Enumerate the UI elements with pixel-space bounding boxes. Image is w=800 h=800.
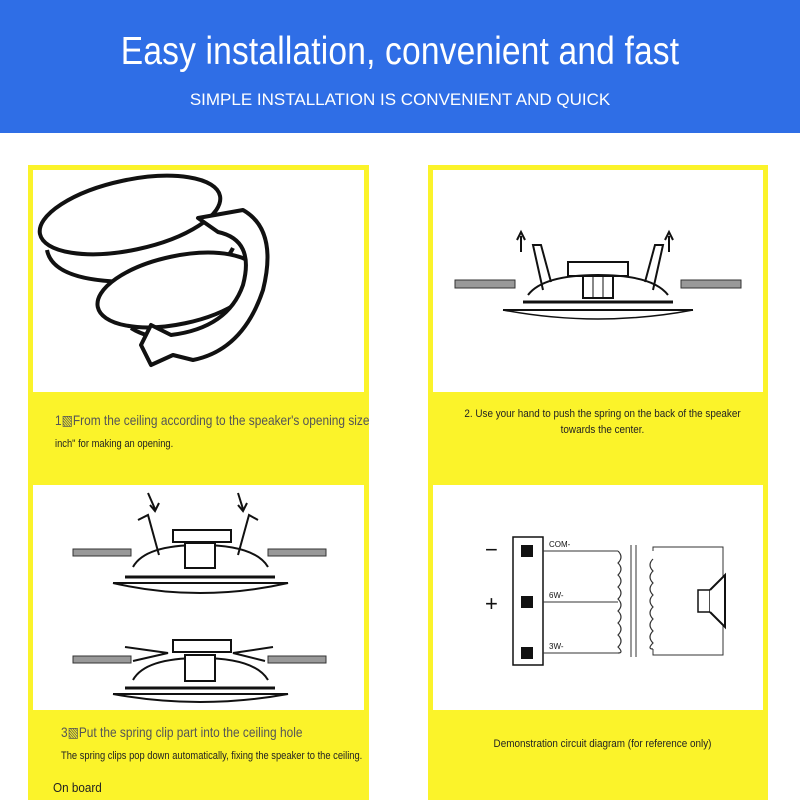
terminal-label-6w: 6W-	[549, 591, 564, 600]
step3-caption-detail: The spring clips pop down automatically, fixing the speaker to the ceiling.	[61, 750, 363, 762]
page-title: Easy installation, convenient and fast	[120, 30, 680, 73]
circuit-illustration	[433, 485, 763, 710]
step2-illustration	[433, 170, 763, 392]
terminal-com	[521, 545, 533, 557]
transformer-primary	[618, 551, 621, 653]
step1-caption-detail: inch" for making an opening.	[55, 438, 174, 450]
terminal-3w	[521, 647, 533, 659]
cut-circle-icon	[33, 170, 364, 392]
step1-illustration	[33, 170, 364, 392]
terminal-label-com: COM-	[549, 540, 571, 549]
page-subtitle: SIMPLE INSTALLATION IS CONVENIENT AND QUICK	[189, 90, 611, 109]
terminal-label-3w: 3W-	[549, 642, 564, 651]
header-banner	[0, 0, 800, 133]
transformer-secondary	[650, 559, 653, 649]
step1-caption: 1▧From the ceiling according to the speaker's opening size	[55, 412, 370, 428]
terminal-6w	[521, 596, 533, 608]
speaker-insert-icon	[33, 485, 364, 710]
step3-caption-extra: On board	[53, 780, 102, 795]
circuit-caption: Demonstration circuit diagram (for reference only)	[493, 738, 712, 750]
step1-caption-box	[33, 392, 370, 485]
step3-caption: 3▧Put the spring clip part into the ceiling hole	[61, 724, 303, 740]
step3-caption-box	[33, 710, 364, 800]
minus-symbol: −	[485, 537, 498, 562]
step2-caption-box	[433, 392, 763, 485]
speaker-icon	[698, 590, 710, 612]
step2-caption: 2. Use your hand to push the spring on the back of the speaker towards the center.	[464, 408, 741, 436]
plus-symbol: +	[485, 591, 498, 616]
step4-caption-box	[433, 710, 763, 800]
circuit-diagram	[433, 485, 763, 710]
speaker-springs-up-icon	[433, 170, 763, 392]
step3-illustration	[33, 485, 364, 710]
